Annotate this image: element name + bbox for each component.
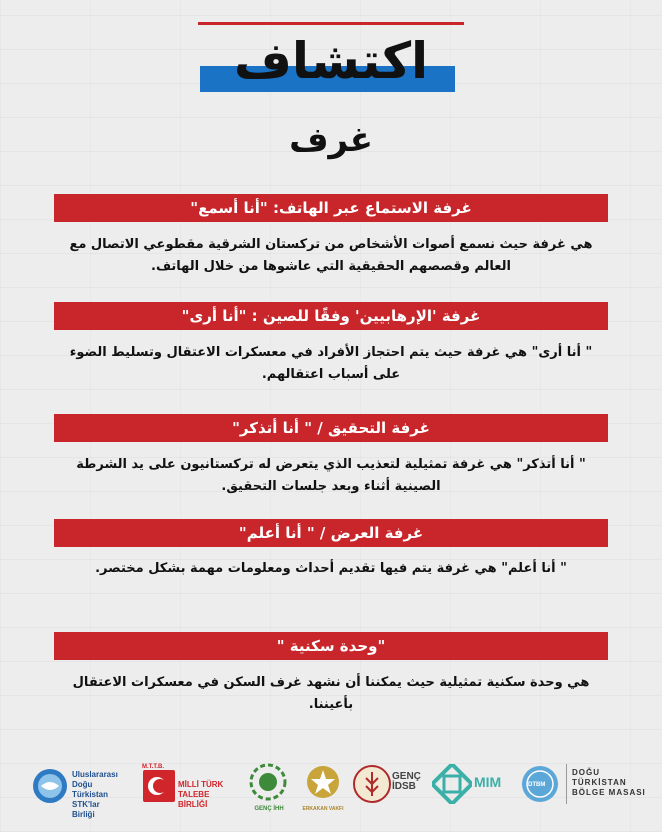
page-subtitle: غرف [289,120,373,160]
section-heading-1: غرفة الاستماع عبر الهاتف: "أنا أسمع" [54,194,608,222]
title-block [200,32,462,94]
star-emblem-icon [305,764,341,800]
logo6-text: MIM [474,774,502,790]
partner-logos [0,758,662,818]
logo-dogu-turkistan-stk [32,758,124,818]
section-heading-5: "وحدة سكنية " [54,632,608,660]
page-title: اكتشاف [233,32,429,90]
wreath-icon [248,762,288,802]
logo7-line2: TÜRKİSTAN [572,778,627,787]
logo-erkakan [300,758,346,818]
logo1-line3: STK'lar Birliği [72,800,100,819]
logo-genc-idsb [352,758,422,818]
logo7-divider [566,764,567,804]
logo2-line2: TALEBE BİRLİĞİ [178,790,210,809]
title-top-rule [198,22,464,25]
globe-emblem-icon [32,768,68,804]
wheat-emblem-icon [352,764,392,804]
section-body-2: " أنا أرى" هي غرفة حيث يتم احتجاز الأفراد في معسكرات الاعتقال وتسليط الضوء على أسباب اعتقالهم. [69,345,593,382]
logo2-line1: MİLLİ TÜRK [178,780,224,789]
logo5-line2: İDSB [392,781,416,792]
logo4-text: ERKAKAN VAKFI [302,806,344,812]
section-heading-3: غرفة التحقيق / " أنا أتذكر" [54,414,608,442]
logo7-line3: BÖLGE MASASI [572,788,646,797]
logo-mim [432,758,514,818]
logo3-text: GENÇ İHH [254,806,284,812]
logo7-line1: DOĞU [572,768,600,777]
logo-mttb [140,758,240,818]
section-body-4: " أنا أعلم" هي غرفة يتم فيها تقديم أحداث ومعلومات مهمة بشكل مختصر. [95,561,567,576]
logo7-badge: DTBM [528,782,546,788]
logo-genc-ihh [246,758,292,818]
logo5-line1: GENÇ [392,771,421,782]
section-body-3: " أنا أتذكر" هي غرفة تمثيلية لتعذيب الذي يتعرض له تركستانيون على يد الشرطة الصينية أثناء وبعد جلسات التحقيق. [76,457,586,494]
section-body-1: هي غرفة حيث نسمع أصوات الأشخاص من تركستان الشرقية مقطوعي الاتصال مع العالم وقصصهم الحقيقية التي عاشوها من خلال الهاتف. [69,237,593,274]
knot-pattern-icon [432,764,472,804]
section-heading-2: غرفة 'الإرهابيين' وفقًا للصين : "أنا أرى" [54,302,608,330]
logo-dtbm [520,758,650,818]
section-body-5: هي وحدة سكنية تمثيلية حيث يمكننا أن نشهد غرف السكن في معسكرات الاعتقال بأعيننا. [72,675,590,712]
section-heading-4: غرفة العرض / " أنا أعلم" [54,519,608,547]
logo1-line2: Doğu Türkistan [72,780,109,799]
logo1-line1: Uluslararası [72,770,118,779]
logo2-badge: M.T.T.B. [142,764,164,770]
